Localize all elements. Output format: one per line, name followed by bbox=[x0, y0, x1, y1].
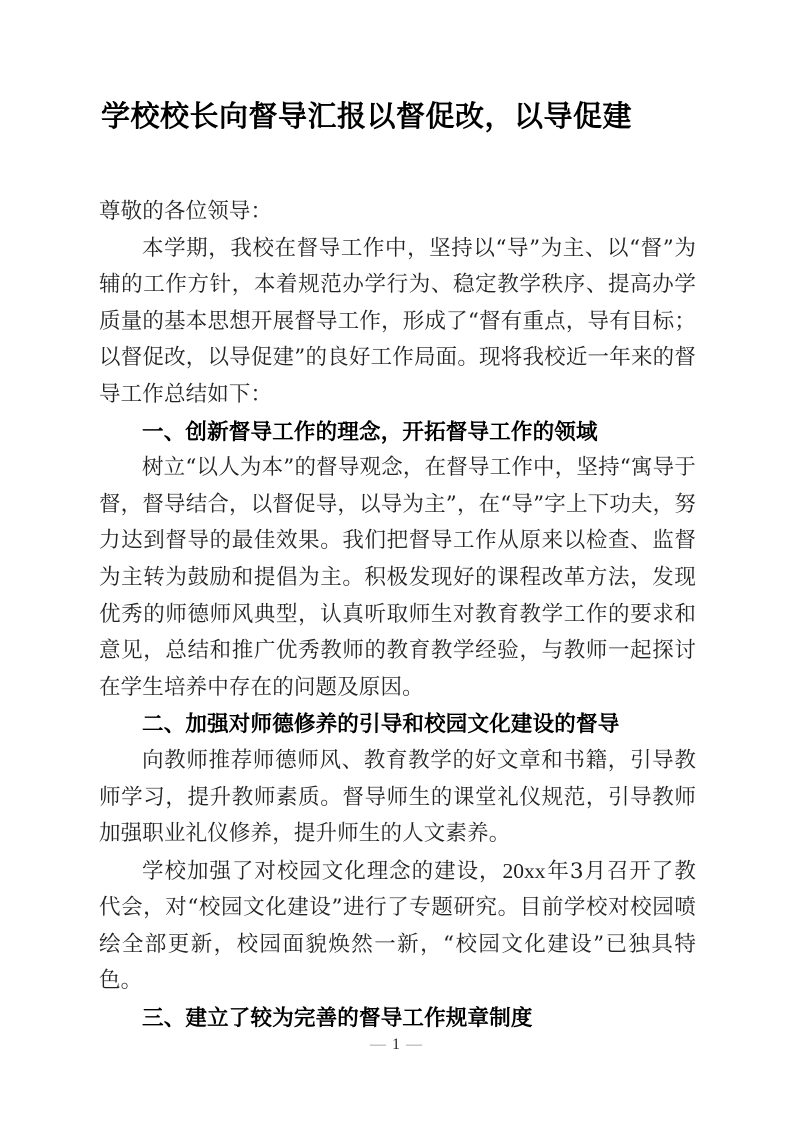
page-title: 学校校长向督导汇报以督促改，以导促建 bbox=[101, 101, 633, 133]
body-paragraph: 向教师推荐师德师风、教育教学的好文章和书籍，引导教师学习，提升教师素质。督导师生的课堂礼仪规范，引导教师加强职业礼仪修养，提升师生的人文素养。 bbox=[99, 747, 696, 847]
year-placeholder: 20xx bbox=[502, 858, 546, 883]
page-footer bbox=[0, 1035, 793, 1055]
paragraph-text-before: 学校加强了对校园文化理念的建设， bbox=[142, 858, 502, 884]
body-paragraph: 树立“以人为本”的督导观念，在督导工作中，坚持“寓导于督，督导结合，以督促导，以导为主”，在“导”字上下功夫，努力达到督导的最佳效果。我们把督导工作从原来以检查、监督为主转为鼓励和提倡为主。积极发现好的课程改革方法，发现优秀的师德师风典型，认真听取师生对教育教学工作的要求和意见，总结和推广优秀教师的教育教学经验，与教师一起探讨在学生培养中存在的问题及原因。 bbox=[99, 455, 696, 700]
salutation: 尊敬的各位领导： bbox=[99, 199, 273, 224]
section-heading: 三、建立了较为完善的督导工作规章制度 bbox=[142, 1006, 533, 1031]
footer-right-dash: — bbox=[406, 1036, 423, 1053]
footer-left-dash: — bbox=[370, 1036, 387, 1053]
section-heading: 二、加强对师德修养的引导和校园文化建设的督导 bbox=[142, 712, 620, 737]
paragraph-text-after: 年3月召开了教代会，对“校园文化建设”进行了专题研究。目前学校对校园喷绘全部更新，校园面貌焕然一新，“校园文化建设”已独具特色。 bbox=[99, 858, 697, 994]
document-content bbox=[99, 96, 696, 1037]
section-heading: 一、创新督导工作的理念，开拓督导工作的领域 bbox=[142, 419, 598, 444]
footer-page-number: 1 bbox=[392, 1036, 401, 1053]
document-body bbox=[99, 194, 696, 1037]
body-paragraph: 本学期，我校在督导工作中，坚持以“导”为主、以“督”为辅的工作方针，本着规范办学行为、稳定教学秩序、提高办学质量的基本思想开展督导工作，形成了“督有重点，导有目标；以督促改，以导促建”的良好工作局面。现将我校近一年来的督导工作总结如下： bbox=[99, 235, 696, 407]
body-paragraph bbox=[99, 853, 696, 1000]
